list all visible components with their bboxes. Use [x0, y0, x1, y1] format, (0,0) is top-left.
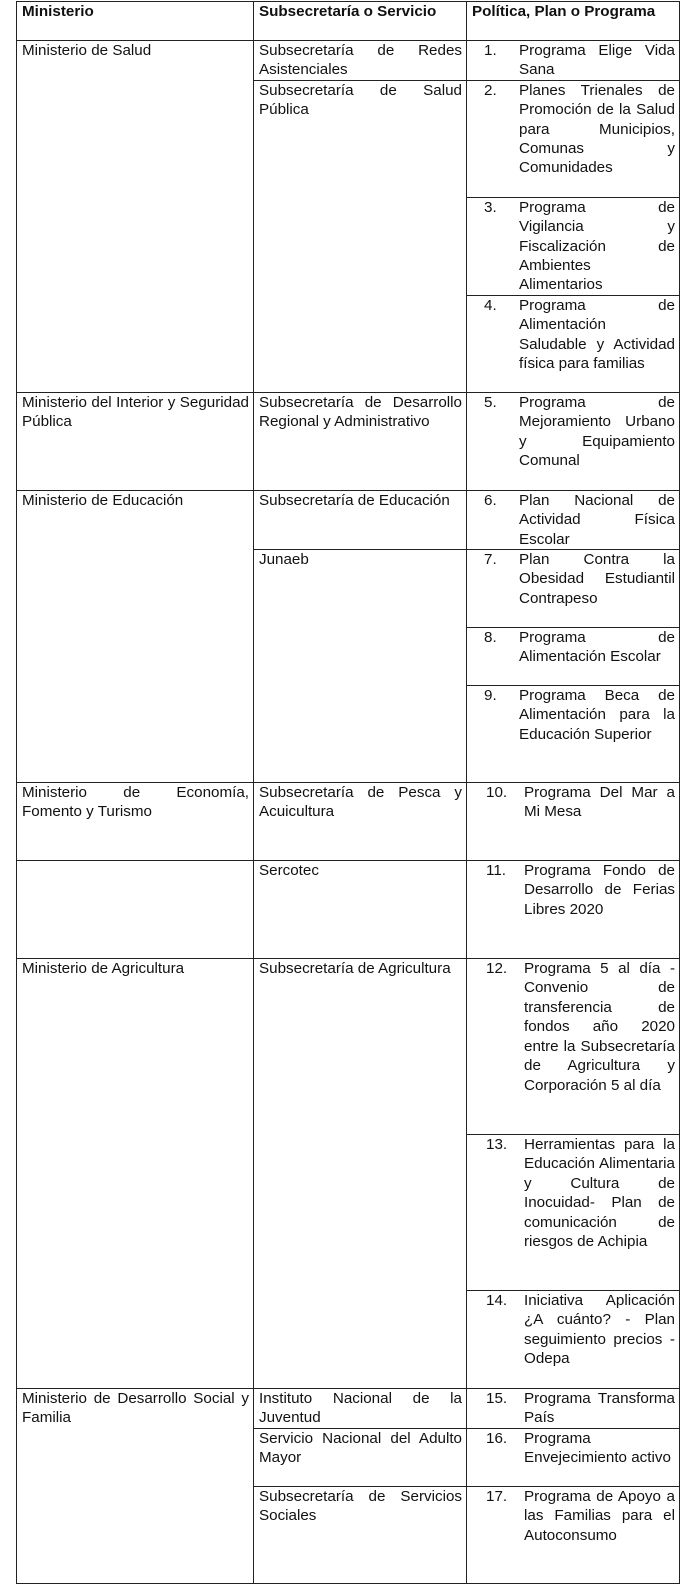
programa-number: 7.: [484, 551, 497, 569]
programa-text: Programa de Mejoramiento Urbano y Equipamiento Comunal: [519, 393, 675, 470]
programa-text: Planes Trienales de Promoción de la Salud para Municipios, Comunas y Comunidades: [519, 81, 675, 177]
programa-cell: [467, 1389, 680, 1429]
subsecretaria-cell: Subsecretaría de Salud Pública: [254, 80, 467, 392]
programa-cell: [467, 783, 680, 861]
ministerio-cell: Ministerio de Agricultura: [17, 959, 254, 1389]
programa-text: Programa Envejecimiento activo: [524, 1429, 671, 1467]
programa-cell: [467, 550, 680, 628]
table-row: [17, 959, 680, 1135]
programa-text: Programa de Alimentación Escolar: [519, 629, 675, 666]
programa-cell: [467, 295, 680, 392]
programa-number: 14.: [486, 1292, 508, 1310]
programa-number: 10.: [486, 784, 508, 802]
programa-text: Programa Transforma País: [524, 1390, 675, 1427]
programa-number: 1.: [484, 42, 497, 59]
programa-number: 3.: [484, 198, 497, 216]
document-page: [16, 1, 679, 1584]
programs-table: [16, 1, 680, 1584]
table-row: [17, 392, 680, 490]
programa-text: Programa Fondo de Desarrollo de Ferias Libres 2020: [524, 862, 675, 918]
programa-text: Iniciativa Aplicación ¿A cuánto? - Plan seguimiento precios - Odepa: [524, 1292, 675, 1368]
programa-number: 15.: [486, 1390, 508, 1408]
programa-cell: [467, 392, 680, 490]
subsecretaria-cell: Subsecretaría de Redes Asistenciales: [254, 41, 467, 81]
subsecretaria-cell: Subsecretaría de Educación: [254, 490, 467, 549]
programa-number: 6.: [484, 491, 497, 509]
programa-cell: [467, 490, 680, 549]
programa-text: Programa Beca de Alimentación para la Educación Superior: [519, 687, 675, 743]
programa-cell: [467, 197, 680, 295]
programa-text: Herramientas para la Educación Alimentaria y Cultura de Inocuidad- Plan de comunicación de riesgos de Achipia: [524, 1136, 675, 1251]
programa-cell: [467, 80, 680, 197]
programa-text: Programa de Alimentación Saludable y Actividad física para familias: [519, 296, 675, 373]
ministerio-cell: Ministerio de Desarrollo Social y Familia: [17, 1389, 254, 1584]
programa-number: 11.: [486, 862, 506, 880]
subsecretaria-cell: Subsecretaría de Agricultura: [254, 959, 467, 1389]
programa-number: 4.: [484, 296, 497, 314]
programa-cell: [467, 686, 680, 783]
programa-text: Programa de Apoyo a las Familias para el Autoconsumo: [524, 1487, 675, 1544]
table-row: [17, 861, 680, 959]
programa-number: 17.: [486, 1487, 508, 1505]
table-header-row: [17, 2, 680, 41]
programa-cell: [467, 41, 680, 81]
programa-text: Programa Del Mar a Mi Mesa: [524, 784, 675, 821]
programa-cell: [467, 861, 680, 959]
programa-text: Plan Contra la Obesidad Estudiantil Contrapeso: [519, 551, 675, 607]
header-subsecretaria: Subsecretaría o Servicio: [254, 2, 467, 41]
ministerio-cell: Ministerio de Economía, Fomento y Turismo: [17, 783, 254, 861]
programa-number: 13.: [486, 1136, 508, 1154]
table-row: [17, 783, 680, 861]
programa-cell: [467, 1135, 680, 1291]
programa-cell: [467, 1428, 680, 1486]
subsecretaria-cell: Subsecretaría de Servicios Sociales: [254, 1486, 467, 1583]
programa-number: 16.: [486, 1429, 508, 1447]
header-programa: Política, Plan o Programa: [467, 2, 680, 41]
table-row: [17, 1389, 680, 1429]
ministerio-cell-empty: [17, 861, 254, 959]
subsecretaria-cell: Servicio Nacional del Adulto Mayor: [254, 1428, 467, 1486]
programa-text: Plan Nacional de Actividad Física Escolar: [519, 491, 675, 548]
subsecretaria-cell: Sercotec: [254, 861, 467, 959]
programa-number: 5.: [484, 393, 497, 411]
ministerio-cell: Ministerio de Educación: [17, 490, 254, 782]
table-row: [17, 490, 680, 549]
programa-number: 12.: [486, 960, 508, 978]
header-ministerio: Ministerio: [17, 2, 254, 41]
ministerio-cell: Ministerio de Salud: [17, 41, 254, 393]
programa-number: 9.: [484, 687, 497, 705]
subsecretaria-cell: Subsecretaría de Desarrollo Regional y Administrativo: [254, 392, 467, 490]
subsecretaria-cell: Junaeb: [254, 550, 467, 783]
programa-cell: [467, 1486, 680, 1583]
table-row: [17, 41, 680, 81]
subsecretaria-cell: Subsecretaría de Pesca y Acuicultura: [254, 783, 467, 861]
ministerio-cell: Ministerio del Interior y Seguridad Pública: [17, 392, 254, 490]
programa-text: Programa de Vigilancia y Fiscalización de Ambientes Alimentarios: [519, 198, 675, 294]
subsecretaria-cell: Instituto Nacional de la Juventud: [254, 1389, 467, 1429]
programa-text: Programa Elige Vida Sana: [519, 42, 675, 79]
programa-text: Programa 5 al día - Convenio de transferencia de fondos año 2020 entre la Subsecretaría de Agricultura y Corporación 5 al día: [524, 960, 675, 1094]
programa-number: 2.: [484, 81, 497, 99]
programa-cell: [467, 959, 680, 1135]
programa-cell: [467, 628, 680, 686]
programa-cell: [467, 1291, 680, 1389]
programa-number: 8.: [484, 629, 497, 647]
